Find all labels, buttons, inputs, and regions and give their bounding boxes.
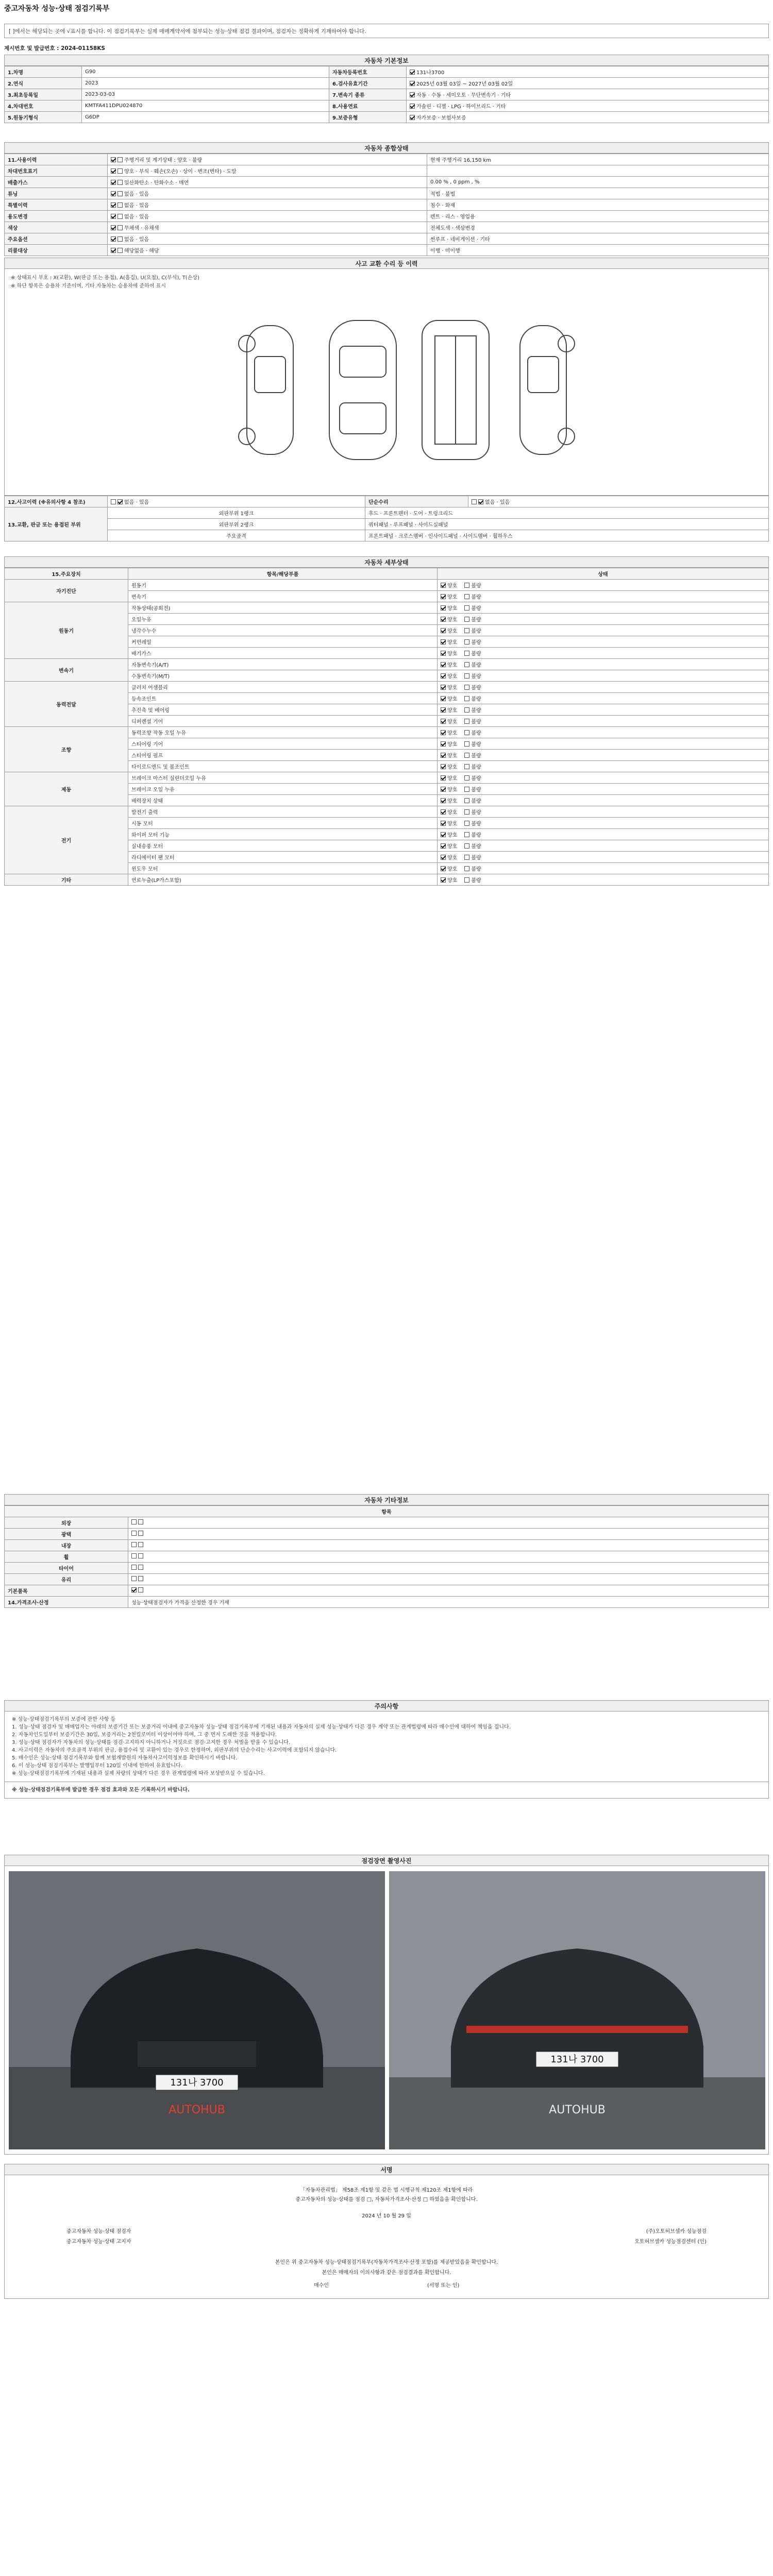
sig-appraiser-org: 오토허브셀카 성능점검센터 (인): [634, 2239, 707, 2245]
caution-title: 주의사항: [4, 1700, 769, 1711]
basic-info-table: [4, 66, 769, 123]
general-condition-table: [4, 154, 769, 256]
caution-line: 3. 성능·상태 점검자가 자동차의 성능·상태를 점검·고지하지 아니하거나 거짓으로 점검·고지한 경우 처벌을 받을 수 있습니다.: [12, 1740, 291, 1745]
detail-item: 디퍼렌셜 기어: [128, 716, 438, 727]
legend-line-1: ※ 상태표시 부호 : X(교환), W(판금 또는 용접), A(흠집), U(요철), C(부식), T(손상): [11, 275, 199, 281]
accident-history-value: 없음 · 있음: [108, 496, 365, 507]
other-value: [128, 1574, 769, 1585]
basic-value-2: 2025년 03월 03일 ~ 2027년 03월 02일: [407, 78, 769, 89]
detail-group: 변속기: [5, 659, 128, 682]
sig-line-2: 중고자동차의 성능·상태를 점검 □, 자동차가격조사·산정 □ 하였음을 확인합니다.: [295, 2197, 478, 2202]
detail-item: 브레이크 오일 누유: [128, 784, 438, 795]
other-label: 광택: [5, 1529, 128, 1540]
replaced-parts-label: 13.교환, 판금 또는 용접된 부위: [5, 507, 108, 541]
photo-rear: [389, 1871, 765, 2149]
other-row: [5, 1529, 769, 1540]
caution-line: ※ 성능·상태점검기록부의 보증에 관한 사항 등: [12, 1717, 116, 1722]
sig-line-4: 본인은 매매자의 이의사항과 같은 점검결과를 확인합니다.: [322, 2270, 451, 2276]
basic-value: 2023-03-03: [82, 89, 329, 100]
detail-state: 양호 불량: [438, 602, 769, 614]
detail-item: 시동 모터: [128, 818, 438, 829]
signature-body: [4, 2175, 769, 2299]
sig-date: 2024 년 10 월 29 일: [362, 2213, 411, 2219]
general-extra: 적법 · 불법: [427, 188, 769, 199]
other-row: [5, 1540, 769, 1551]
general-row: [5, 245, 769, 256]
basic-value-2: 131나3700: [407, 66, 769, 78]
photos-section: [4, 1855, 769, 2155]
detail-group: 제동: [5, 772, 128, 806]
detail-item: 배기가스: [128, 648, 438, 659]
sig-inspector-label: 중고자동차 성능·상태 점검자: [66, 2229, 131, 2234]
car-side-right-icon: [520, 326, 575, 454]
basic-key-2: 8.사용연료: [329, 100, 407, 112]
general-label: 용도변경: [5, 211, 108, 222]
basic-row: [5, 66, 769, 78]
basic-key: 3.최초등록일: [5, 89, 82, 100]
detail-item: 와이퍼 모터 기능: [128, 829, 438, 840]
other-value: [128, 1517, 769, 1529]
general-label: 색상: [5, 222, 108, 233]
accident-table: [4, 496, 769, 541]
detail-item: 스티어링 기어: [128, 738, 438, 750]
basic-value: KMTFA411DPU024870: [82, 100, 329, 112]
detail-table: [4, 568, 769, 886]
general-value: 일산화탄소 · 탄화수소 · 매연: [108, 177, 427, 188]
detail-state: 양호 불량: [438, 818, 769, 829]
caution-line: 5. 매수인은 성능·상태 점검기록부와 함께 보험개발원의 자동차사고이력정보를 확인하시기 바랍니다.: [12, 1755, 238, 1761]
general-label: 특별이력: [5, 199, 108, 211]
sig-buyer-sign: (서명 또는 인): [427, 2283, 460, 2289]
plate-rear: 131나 3700: [550, 2054, 604, 2065]
basic-info-title: 자동차 기본정보: [4, 55, 769, 66]
car-diagram: [5, 269, 769, 496]
other-info-section: [4, 1494, 769, 1608]
detail-item: 작동상태(공회전): [128, 602, 438, 614]
detail-state: 양호 불량: [438, 636, 769, 648]
general-row: [5, 154, 769, 165]
document-title: 중고자동차 성능·상태 점검기록부: [4, 5, 110, 13]
detail-row: [5, 772, 769, 784]
general-value: 해당없음 · 해당: [108, 245, 427, 256]
rank3-label: 주요골격: [108, 530, 365, 541]
detail-state: 양호 불량: [438, 648, 769, 659]
other-info-title: 자동차 기타정보: [4, 1494, 769, 1505]
basic-value-2: 자가보증 · 보험사보증: [407, 112, 769, 123]
car-underside-icon: [422, 320, 489, 460]
general-row: [5, 199, 769, 211]
general-value: 없음 · 있음: [108, 233, 427, 245]
detail-state: 양호 불량: [438, 784, 769, 795]
detail-state: 양호 불량: [438, 738, 769, 750]
general-row: [5, 188, 769, 199]
detail-title: 자동차 세부상태: [4, 556, 769, 568]
signature-title: 서명: [4, 2164, 769, 2175]
rank2-label: 외판부위 2랭크: [108, 519, 365, 530]
detail-section: [4, 556, 769, 886]
detail-row: [5, 602, 769, 614]
detail-header-device: 15.주요장치: [5, 568, 128, 580]
detail-state: 양호 불량: [438, 863, 769, 874]
car-rear-photo: [389, 1871, 765, 2149]
detail-state: 양호 불량: [438, 693, 769, 704]
caution-line: 2. 자동차인도일부터 보증기간은 30일, 보증거리는 2천킬로미터 이상이어야 하며, 그 중 먼저 도래한 것을 적용합니다.: [12, 1732, 277, 1738]
detail-group: 기타: [5, 874, 128, 886]
general-row: [5, 211, 769, 222]
detail-item: 오일누유: [128, 614, 438, 625]
registration-number: 제시번호 및 발급번호 : 2024-01158KS: [4, 45, 105, 52]
detail-state: 양호 불량: [438, 795, 769, 806]
detail-item: 배력장치 상태: [128, 795, 438, 806]
general-extra: 이행 · 미이행: [427, 245, 769, 256]
other-label: 외장: [5, 1517, 128, 1529]
detail-state: 양호 불량: [438, 716, 769, 727]
basic-key-2: 6.검사유효기간: [329, 78, 407, 89]
detail-item: 클러치 어셈블리: [128, 682, 438, 693]
other-label: 내장: [5, 1540, 128, 1551]
plate-front: 131나 3700: [170, 2077, 224, 2088]
sig-line-3: 본인은 위 중고자동차 성능·상태점검기록부(자동차가격조사·산정 포함)를 제공받았음을 확인합니다.: [275, 2260, 498, 2265]
detail-item: 라디에이터 팬 모터: [128, 852, 438, 863]
photo-front: [9, 1871, 385, 2149]
detail-state: 양호 불량: [438, 852, 769, 863]
detail-state: 양호 불량: [438, 625, 769, 636]
general-row: [5, 165, 769, 177]
detail-state: 양호 불량: [438, 840, 769, 852]
car-front-photo: [9, 1871, 385, 2149]
registration-value: 2024-01158KS: [61, 45, 105, 52]
detail-state: 양호 불량: [438, 772, 769, 784]
general-value: 없음 · 있음: [108, 211, 427, 222]
detail-state: 양호 불량: [438, 761, 769, 772]
other-row: [5, 1574, 769, 1585]
detail-row: [5, 727, 769, 738]
general-label: 리콜대상: [5, 245, 108, 256]
other-info-table: [4, 1505, 769, 1608]
detail-row: [5, 580, 769, 591]
general-condition-section: [4, 142, 769, 256]
basic-value: G90: [82, 66, 329, 78]
basic-value: G6DP: [82, 112, 329, 123]
detail-state: 양호 불량: [438, 614, 769, 625]
detail-row: [5, 682, 769, 693]
detail-header-item: 항목/해당부품: [128, 568, 438, 580]
signature-section: [4, 2164, 769, 2299]
general-value: 없음 · 있음: [108, 199, 427, 211]
detail-state: 양호 불량: [438, 727, 769, 738]
basic-row: [5, 112, 769, 123]
simple-repair-value: 없음 · 있음: [468, 496, 769, 507]
notice-box: [ ]에서는 해당되는 곳에 √표시를 합니다. 이 점검기록부는 실제 매매계약서에 첨부되는 성능·상태 점검 결과이며, 점검자는 정확하게 기재하여야 합니다.: [4, 24, 769, 38]
detail-state: 양호 불량: [438, 750, 769, 761]
general-extra: [427, 165, 769, 177]
caution-line: 1. 성능·상태 점검자 및 매매업자는 아래의 보증기간 또는 보증거리 이내에 중고자동차 성능·상태 점검기록부에 기재된 내용과 자동차의 실제 성능·상태가 다른 경우 계약 또는 관계법령에 따라 매수인에 대하여 책임을 집니다.: [12, 1724, 511, 1730]
other-label: 유리: [5, 1574, 128, 1585]
basic-row: [5, 100, 769, 112]
basic-items-value: [128, 1585, 769, 1597]
general-value: 양호 · 부식 · 훼손(오손) · 상이 · 변조(변타) · 도말: [108, 165, 427, 177]
detail-state: 양호 불량: [438, 682, 769, 693]
general-row: [5, 222, 769, 233]
detail-item: 윈도우 모터: [128, 863, 438, 874]
accident-title: 사고 교환 수리 등 이력: [4, 258, 769, 269]
other-label: 휠: [5, 1551, 128, 1563]
detail-state: 양호 불량: [438, 704, 769, 716]
detail-state: 양호 불량: [438, 659, 769, 670]
detail-item: 자동변속기(A/T): [128, 659, 438, 670]
accident-history-label: 12.사고이력 (※유의사항 4 참조): [5, 496, 108, 507]
detail-item: 연료누출(LP가스포함): [128, 874, 438, 886]
detail-group: 전기: [5, 806, 128, 874]
price-label: 14.가격조사·산정: [5, 1597, 128, 1608]
other-value: [128, 1540, 769, 1551]
rank1-label: 외판부위 1랭크: [108, 507, 365, 519]
detail-row: [5, 874, 769, 886]
basic-key-2: 7.변속기 종류: [329, 89, 407, 100]
simple-repair-label: 단순수리: [365, 496, 468, 507]
detail-item: 냉각수누수: [128, 625, 438, 636]
general-label: 주요옵션: [5, 233, 108, 245]
brand-watermark-rear: AUTOHUB: [549, 2104, 606, 2116]
detail-item: 커먼레일: [128, 636, 438, 648]
detail-state: 양호 불량: [438, 806, 769, 818]
other-row: [5, 1551, 769, 1563]
basic-value: 2023: [82, 78, 329, 89]
other-info-subheader: 항목: [5, 1506, 769, 1517]
basic-items-label: 기본품목: [5, 1585, 128, 1597]
general-value: 없음 · 있음: [108, 188, 427, 199]
detail-item: 타이로드엔드 및 볼조인트: [128, 761, 438, 772]
basic-value-2: 자동 · 수동 · 세미오토 · 무단변속기 · 기타: [407, 89, 769, 100]
general-condition-title: 자동차 종합상태: [4, 142, 769, 154]
detail-item: 변속기: [128, 591, 438, 602]
detail-item: 등속조인트: [128, 693, 438, 704]
basic-info-section: [4, 55, 769, 123]
rank2-value: 쿼터패널 · 루프패널 · 사이드실패널: [365, 519, 769, 530]
accident-section: [4, 258, 769, 541]
caution-notes: [4, 1711, 769, 1782]
detail-row: [5, 659, 769, 670]
caution-line: ※ 성능·상태점검기록부에 기재된 내용과 실제 차량의 상태가 다른 경우 관계법령에 따라 보상받으실 수 있습니다.: [12, 1771, 265, 1776]
general-extra: 썬루프 · 네비게이션 · 기타: [427, 233, 769, 245]
general-value: 무채색 · 유채색: [108, 222, 427, 233]
caution-emphasis: ※ 성능·상태점검기록부에 발급한 경우 점검 효과와 모든 기록하시기 바랍니다.: [4, 1782, 769, 1799]
rank3-value: 프론트패널 · 크로스멤버 · 인사이드패널 · 사이드멤버 · 휠하우스: [365, 530, 769, 541]
detail-item: 추진축 및 베어링: [128, 704, 438, 716]
general-label: 11.사용이력: [5, 154, 108, 165]
general-extra: 침수 · 화재: [427, 199, 769, 211]
basic-key: 2.연식: [5, 78, 82, 89]
car-top-icon: [329, 320, 396, 460]
detail-item: 브레이크 마스터 실린더오일 누유: [128, 772, 438, 784]
detail-item: 실내송풍 모터: [128, 840, 438, 852]
caution-line: 4. 사고이력은 자동차의 주요골격 부위의 판금, 용접수리 및 교환이 있는 경우로 한정하며, 외판부위의 단순수리는 사고이력에 포함되지 않습니다.: [12, 1748, 337, 1753]
general-label: 차대번호표기: [5, 165, 108, 177]
sig-appraiser-label: 중고자동차 성능·상태 고지자: [66, 2239, 131, 2245]
photo-area: [4, 1866, 769, 2155]
caution-section: [4, 1700, 769, 1799]
basic-key-2: 9.보증유형: [329, 112, 407, 123]
basic-row: [5, 78, 769, 89]
car-diagram-area: [4, 269, 769, 496]
brand-watermark-front: AUTOHUB: [169, 2104, 225, 2116]
photos-title: 점검장면 촬영사진: [4, 1855, 769, 1866]
basic-key: 4.차대번호: [5, 100, 82, 112]
detail-state: 양호 불량: [438, 670, 769, 682]
general-row: [5, 233, 769, 245]
basic-row: [5, 89, 769, 100]
detail-state: 양호 불량: [438, 874, 769, 886]
detail-group: 조향: [5, 727, 128, 772]
basic-key: 5.원동기형식: [5, 112, 82, 123]
detail-state: 양호 불량: [438, 591, 769, 602]
detail-item: 발전기 출력: [128, 806, 438, 818]
detail-header-state: 상태: [438, 568, 769, 580]
sig-inspector-org: (주)오토허브셀카 성능점검: [646, 2229, 707, 2234]
detail-item: 동력조향 작동 오일 누유: [128, 727, 438, 738]
other-value: [128, 1529, 769, 1540]
caution-line: 6. 이 성능·상태 점검기록부는 발행일부터 120일 이내에 한하여 유효합니다.: [12, 1763, 182, 1769]
other-label: 타이어: [5, 1563, 128, 1574]
detail-item: 스티어링 펌프: [128, 750, 438, 761]
legend-line-2: ※ 하단 항목은 승용차 기준이며, 기타 자동차는 승용차에 준하여 표시: [11, 283, 166, 289]
car-side-left-icon: [239, 326, 293, 454]
basic-key: 1.차명: [5, 66, 82, 78]
sig-buyer-label: 매수인: [314, 2283, 329, 2289]
detail-row: [5, 806, 769, 818]
other-value: [128, 1563, 769, 1574]
general-label: 튜닝: [5, 188, 108, 199]
general-value: 주행거리 및 계기상태 : 양호 · 불량: [108, 154, 427, 165]
general-extra: 0.00 % , 0 ppm , %: [427, 177, 769, 188]
detail-group: 동력전달: [5, 682, 128, 727]
detail-group: 자기진단: [5, 580, 128, 602]
basic-value-2: 가솔린 · 디젤 · LPG · 하이브리드 · 기타: [407, 100, 769, 112]
other-value: [128, 1551, 769, 1563]
detail-group: 원동기: [5, 602, 128, 659]
other-row: [5, 1563, 769, 1574]
sig-line-1: 「자동차관리법」 제58조 제1항 및 같은 법 시행규칙 제120조 제1항에 따라: [300, 2188, 473, 2193]
detail-item: 수동변속기(M/T): [128, 670, 438, 682]
general-row: [5, 177, 769, 188]
detail-state: 양호 불량: [438, 580, 769, 591]
detail-item: 원동기: [128, 580, 438, 591]
detail-state: 양호 불량: [438, 829, 769, 840]
general-extra: 현재 주행거리 16,150 km: [427, 154, 769, 165]
general-extra: 렌트 · 리스 · 영업용: [427, 211, 769, 222]
registration-label: 제시번호 및 발급번호: [4, 45, 55, 52]
general-extra: 전체도색 · 색상변경: [427, 222, 769, 233]
general-label: 배출가스: [5, 177, 108, 188]
price-value: 성능·상태점검자가 가격을 산정한 경우 기재: [128, 1597, 769, 1608]
basic-key-2: 자동차등록번호: [329, 66, 407, 78]
other-row: [5, 1517, 769, 1529]
rank1-value: 후드 · 프론트펜더 · 도어 · 트렁크리드: [365, 507, 769, 519]
